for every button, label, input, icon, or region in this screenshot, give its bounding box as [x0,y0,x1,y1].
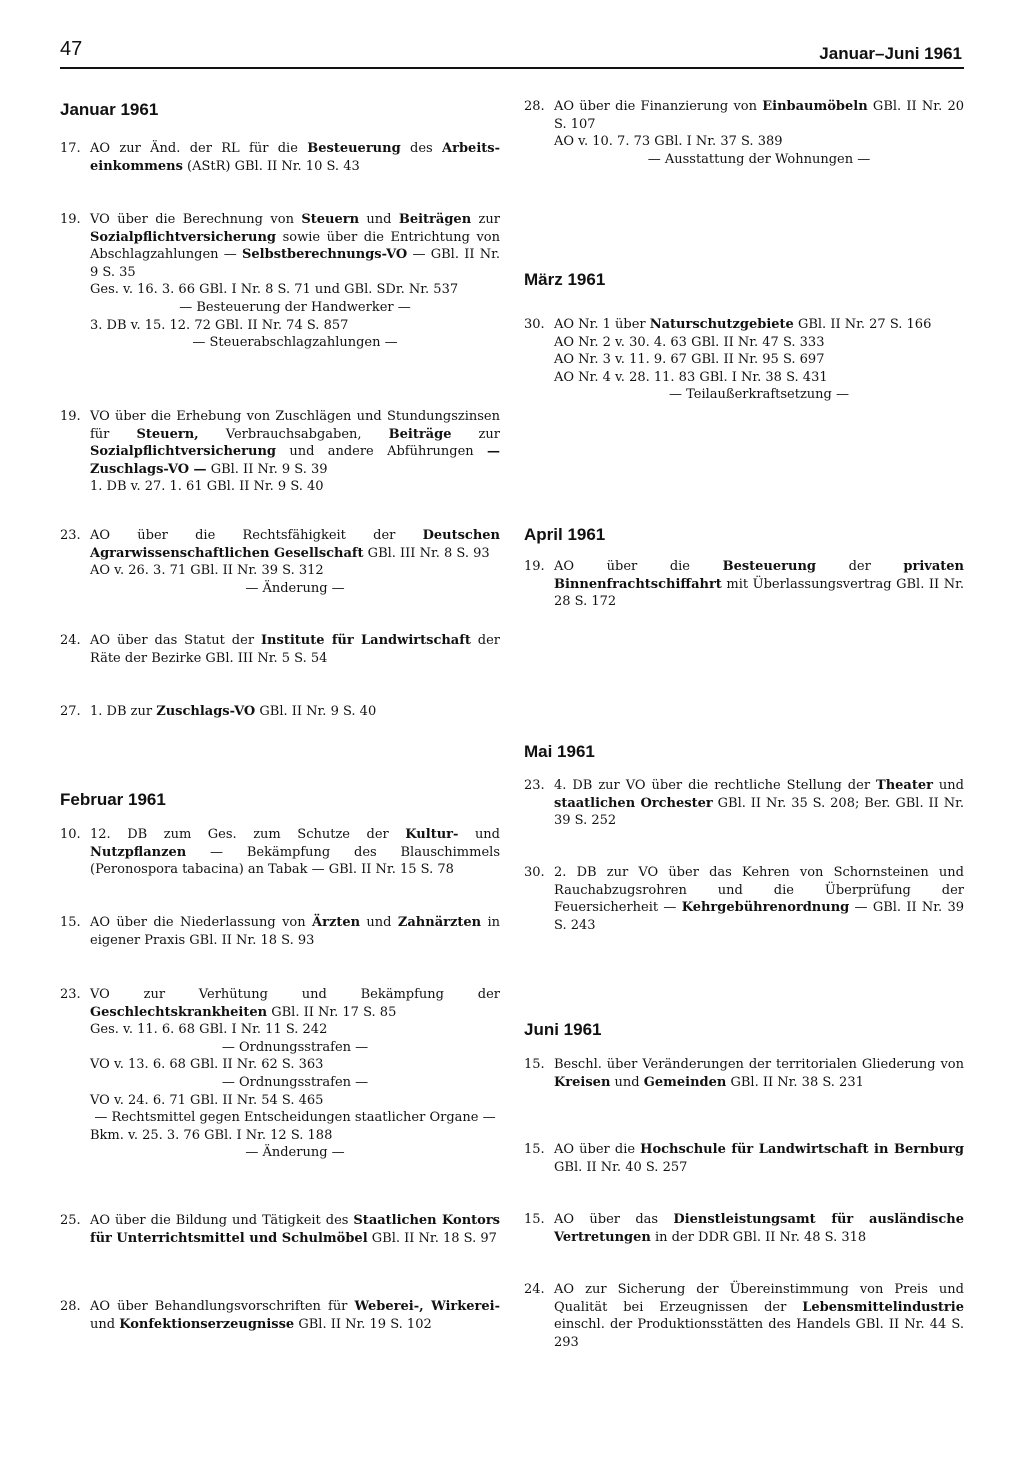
entry-day: 15. [60,915,81,930]
entry-day: 15. [524,1057,545,1072]
entry-mai-30: 30. 2. DB zur VO über das Kehren von Schornsteinen und Rauchabzugsrohren und die Überprüfung der Feuersicherheit — Kehrgebührenordnung — GBl. II Nr. 39 S. 243 [524,865,964,933]
entry-day: 15. [524,1142,545,1157]
entry-day: 27. [60,704,81,719]
entry-jan-24: 24. AO über das Statut der Institute für Landwirtschaft der Räte der Bezirke GBl. III Nr. 5 S. 54 [60,633,500,666]
entry-day: 23. [60,528,81,543]
entry-day: 28. [524,99,545,114]
entry-day: 10. [60,827,81,842]
page-number: 47 [60,38,83,60]
entry-jan-17: 17. AO zur Änd. der RL für die Besteuerung des Arbeits-einkommens (AStR) GBl. II Nr. 10 S. 43 [60,141,500,174]
entry-jun-15b: 15. AO über die Hochschule für Landwirtschaft in Bernburg GBl. II Nr. 40 S. 257 [524,1142,964,1175]
amendment-line: Bkm. v. 25. 3. 76 GBl. I Nr. 12 S. 188 [90,1127,333,1143]
entry-day: 15. [524,1212,545,1227]
entry-day: 19. [60,212,81,227]
entry-jan-23: 23. AO über die Rechtsfähigkeit der Deutschen Agrarwissenschaftlichen Gesellschaft GBl. III Nr. 8 S. 93 AO v. 26. 3. 71 GBl. II Nr. 39 S. 312 — Änderung — [60,528,500,596]
amendment-note: — Ausstattung der Wohnungen — [647,151,871,167]
amendment-line: Ges. v. 11. 6. 68 GBl. I Nr. 11 S. 242 [90,1022,328,1038]
entry-feb-23: 23. VO zur Verhütung und Bekämpfung der Geschlechtskrankheiten GBl. II Nr. 17 S. 85 Ges. v. 11. 6. 68 GBl. I Nr. 11 S. 242 — Ordnungsstrafen — VO v. 13. 6. 68 GBl. II Nr. 62 S. 363 — Ordnungsstrafen — VO v. 24. 6. 71 GBl. II Nr. 54 S. 465 — Rechtsmittel gegen Entscheidungen staatlicher Organe — Bkm. v. 25. 3. 76 GBl. I Nr. 12 S. 188 — Änderung — [60,987,500,1161]
entry-day: 17. [60,141,81,156]
entry-feb-10: 10. 12. DB zum Ges. zum Schutze der Kultur- und Nutzpflanzen — Bekämpfung des Blauschimmels (Peronospora tabacina) an Tabak — GBl. II Nr. 15 S. 78 [60,827,501,878]
entry-jun-24: 24. AO zur Sicherung der Übereinstimmung von Preis und Qualität bei Erzeugnissen der Lebensmittelindustrie einschl. der Produktionsstätten des Handels GBl. II Nr. 44 S. 293 [524,1282,964,1350]
amendment-note: — Änderung — [245,580,345,596]
entry-day: 28. [60,1299,81,1314]
entry-day: 23. [60,987,81,1002]
amendment-line: Ges. v. 16. 3. 66 GBl. I Nr. 8 S. 71 und GBl. SDr. Nr. 537 [90,282,459,298]
month-heading-mai: Mai 1961 [524,742,595,761]
month-heading-juni: Juni 1961 [524,1020,602,1039]
entry-jan-27: 27. 1. DB zur Zuschlags-VO GBl. II Nr. 9 S. 40 [60,704,377,719]
entry-jun-15a: 15. Beschl. über Veränderungen der territorialen Gliederung von Kreisen und Gemeinden GBl. II Nr. 38 S. 231 [524,1057,964,1090]
amendment-note: — Rechtsmittel gegen Entscheidungen staatlicher Organe — [94,1110,496,1126]
amendment-note: — Besteuerung der Handwerker — [179,299,411,315]
entry-jan-19a: 19. VO über die Berechnung von Steuern und Beiträgen zur Sozialpflichtversicherung sowie über die Entrichtung von Abschlagzahlungen — Selbstberechnungs-VO — GBl. II Nr. 9 S. 35 Ges. v. 16. 3. 66 GBl. I Nr. 8 S. 71 und GBl. SDr. Nr. 537 — Besteuerung der Handwerker — 3. DB v. 15. 12. 72 GBl. II Nr. 74 S. 857 — Steuerabschlagzahlungen — [60,212,500,351]
amendment-note: — Steuerabschlagzahlungen — [192,335,398,351]
amendment-line: 1. DB v. 27. 1. 61 GBl. II Nr. 9 S. 40 [90,479,324,495]
entry-jan-28: 28. AO über die Finanzierung von Einbaumöbeln GBl. II Nr. 20 S. 107 AO v. 10. 7. 73 GBl. I Nr. 37 S. 389 — Ausstattung der Wohnungen — [524,99,964,167]
entry-day: 19. [524,559,545,574]
month-heading-april: April 1961 [524,525,606,544]
amendment-note: — Teilaußerkraftsetzung — [668,387,850,403]
entry-apr-19: 19. AO über die Besteuerung der privaten Binnenfrachtschiffahrt mit Überlassungsvertrag GBl. II Nr. 28 S. 172 [524,559,964,610]
amendment-line: 3. DB v. 15. 12. 72 GBl. II Nr. 74 S. 857 [90,317,349,333]
entry-mai-23: 23. 4. DB zur VO über die rechtliche Stellung der Theater und staatlichen Orchester GBl. II Nr. 35 S. 208; Ber. GBl. II Nr. 39 S. 252 [524,778,965,829]
amendment-line: VO v. 24. 6. 71 GBl. II Nr. 54 S. 465 [90,1092,324,1108]
month-heading-februar: Februar 1961 [60,790,166,809]
amendment-line: VO v. 13. 6. 68 GBl. II Nr. 62 S. 363 [90,1057,324,1073]
amendment-line: AO v. 26. 3. 71 GBl. II Nr. 39 S. 312 [90,563,324,579]
entry-mar-30: 30. AO Nr. 1 über Naturschutzgebiete GBl. II Nr. 27 S. 166 AO Nr. 2 v. 30. 4. 63 GBl. II Nr. 47 S. 333 AO Nr. 3 v. 11. 9. 67 GBl. II Nr. 95 S. 697 AO Nr. 4 v. 28. 11. 83 GBl. I Nr. 38 S. 431 — Teilaußerkraftsetzung — [524,316,964,404]
header-rule [60,67,964,69]
month-heading-maerz: März 1961 [524,270,606,289]
amendment-note: — Ordnungsstrafen — [221,1074,369,1090]
amendment-line: AO Nr. 3 v. 11. 9. 67 GBl. II Nr. 95 S. 697 [554,352,825,368]
entry-day: 30. [524,317,545,332]
entry-feb-15: 15. AO über die Niederlassung von Ärzten und Zahnärzten in eigener Praxis GBl. II Nr. 18 S. 93 [60,915,500,948]
entry-day: 19. [60,409,81,424]
month-heading-januar: Januar 1961 [60,100,159,119]
entry-jan-19b: 19. VO über die Erhebung von Zuschlägen und Stundungszinsen für Steuern, Verbrauchsabgaben, Beiträge zur Sozialpflichtversicherung und andere Abführungen — Zuschlags-VO — GBl. II Nr. 9 S. 39 1. DB v. 27. 1. 61 GBl. II Nr. 9 S. 40 [60,409,500,495]
entry-feb-28: 28. AO über Behandlungsvorschriften für Weberei-, Wirkerei- und Konfektionserzeugnisse GBl. II Nr. 19 S. 102 [60,1299,500,1332]
amendment-line: AO Nr. 2 v. 30. 4. 63 GBl. II Nr. 47 S. 333 [554,334,825,350]
entry-day: 25. [60,1213,81,1228]
entry-day: 24. [60,633,81,648]
page-header [0,0,1024,80]
running-title: Januar–Juni 1961 [819,44,962,63]
entry-day: 30. [524,865,545,880]
amendment-note: — Ordnungsstrafen — [221,1039,369,1055]
entry-day: 23. [524,778,545,793]
amendment-line: AO v. 10. 7. 73 GBl. I Nr. 37 S. 389 [554,134,783,150]
amendment-line: AO Nr. 4 v. 28. 11. 83 GBl. I Nr. 38 S. 431 [554,369,828,385]
entry-day: 24. [524,1282,545,1297]
entry-feb-25: 25. AO über die Bildung und Tätigkeit des Staatlichen Kontors für Unterrichtsmittel und Schulmöbel GBl. II Nr. 18 S. 97 [60,1213,500,1246]
entry-jun-15c: 15. AO über das Dienstleistungsamt für ausländische Vertretungen in der DDR GBl. II Nr. 48 S. 318 [524,1212,964,1245]
amendment-note: — Änderung — [245,1145,345,1161]
